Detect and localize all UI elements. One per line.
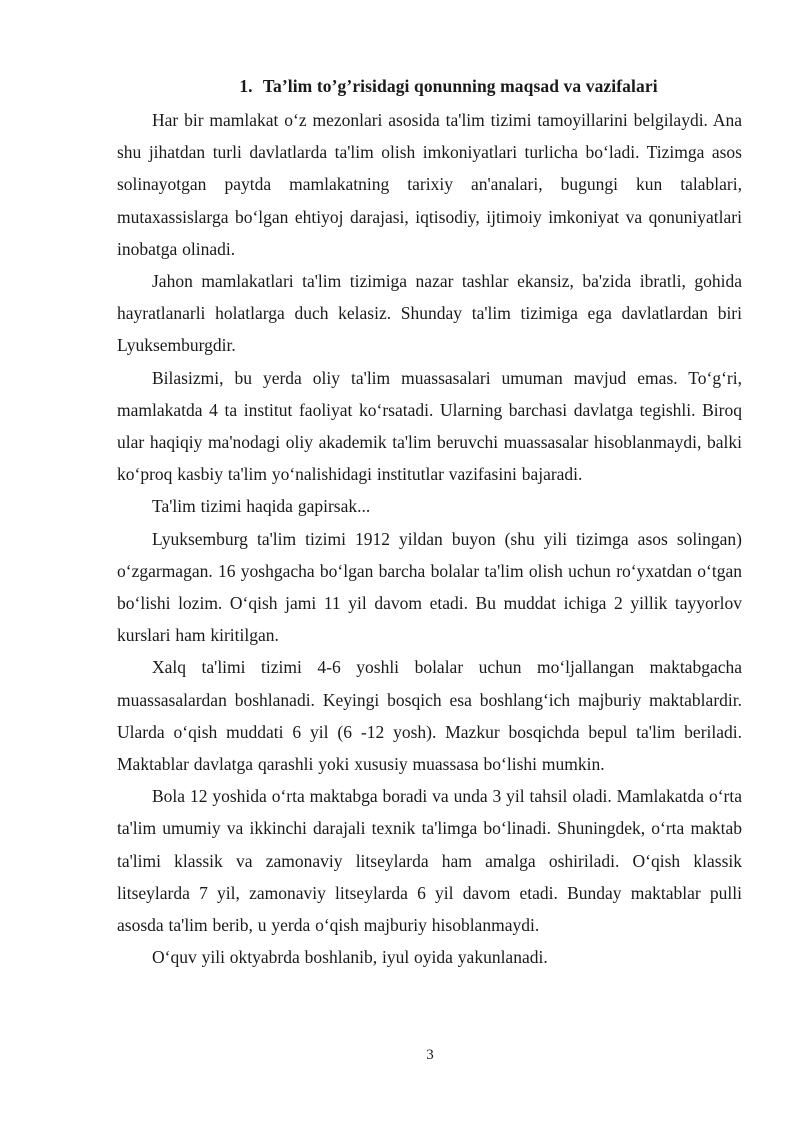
paragraph-academic-year: O‘quv yili oktyabrda boshlanib, iyul oyida yakunlanadi. — [152, 947, 548, 968]
document-page — [117, 74, 742, 973]
paragraph-education-system-intro: Ta'lim tizimi haqida gapirsak... — [152, 496, 371, 517]
section-number: 1. — [239, 76, 253, 96]
section-heading — [117, 74, 742, 98]
paragraph-secondary-school: Bola 12 yoshida o‘rta maktabga boradi va unda 3 yil tahsil oladi. Mamlakatda o‘rta ta'lim umumiy va ikkinchi darajali texnik ta'limga bo‘linadi. Shuningdek, o‘rta maktab ta'limi klassik va zamonaviy litseylarda ham amalga oshiriladi. O‘qish klassik litseylarda 7 yil, zamonaviy litseylarda 6 yil davom etadi. Bunday maktablar pulli asosda ta'lim berib, u yerda o‘qish majburiy hisoblanmaydi. — [117, 786, 742, 936]
paragraph-world-education-systems: Jahon mamlakatlari ta'lim tizimiga nazar tashlar ekansiz, ba'zida ibratli, gohida hayratlanarli holatlarga duch kelasiz. Shunday ta'lim tizimiga ega davlatlardan biri Lyuksemburgdir. — [117, 271, 742, 356]
page-number: 3 — [426, 1047, 434, 1063]
paragraph-education-principles: Har bir mamlakat o‘z mezonlari asosida ta'lim tizimi tamoyillarini belgilaydi. Ana shu jihatdan turli davlatlarda ta'lim olish imkoniyatlari turlicha bo‘ladi. Tizimga asos solinayotgan paytda mamlakatning tarixiy an'analari, bugungi kun talablari, mutaxassislarga bo‘lgan ehtiyoj darajasi, iqtisodiy, ijtimoiy imkoniyat va qonuniyatlari inobatga olinadi. — [117, 110, 742, 259]
section-title: Ta’lim to’g’risidagi qonunning maqsad va vazifalari — [262, 76, 658, 96]
paragraph-luxembourg-system: Lyuksemburg ta'lim tizimi 1912 yildan buyon (shu yili tizimga asos solingan) o‘zgarmagan. 16 yoshgacha bo‘lgan barcha bolalar ta'lim olish uchun ro‘yxatdan o‘tgan bo‘lishi lozim. O‘qish jami 11 yil davom etadi. Bu muddat ichiga 2 yillik tayyorlov kurslari ham kiritilgan. — [117, 528, 742, 646]
paragraph-higher-education: Bilasizmi, bu yerda oliy ta'lim muassasalari umuman mavjud emas. To‘g‘ri, mamlakatda 4 ta institut faoliyat ko‘rsatadi. Ularning barchasi davlatga tegishli. Biroq ular haqiqiy ma'nodagi oliy akademik ta'lim beruvchi muassasalar hisoblanmaydi, balki ko‘proq kasbiy ta'lim yo‘nalishidagi institutlar vazifasini bajaradi. — [117, 367, 742, 485]
paragraph-public-education: Xalq ta'limi tizimi 4-6 yoshli bolalar uchun mo‘ljallangan maktabgacha muassasalardan boshlanadi. Keyingi bosqich esa boshlang‘ich majburiy maktablardir. Ularda o‘qish muddati 6 yil (6 -12 yosh). Mazkur bosqichda bepul ta'lim beriladi. Maktablar davlatga qarashli yoki xususiy muassasa bo‘lishi mumkin. — [117, 657, 742, 775]
